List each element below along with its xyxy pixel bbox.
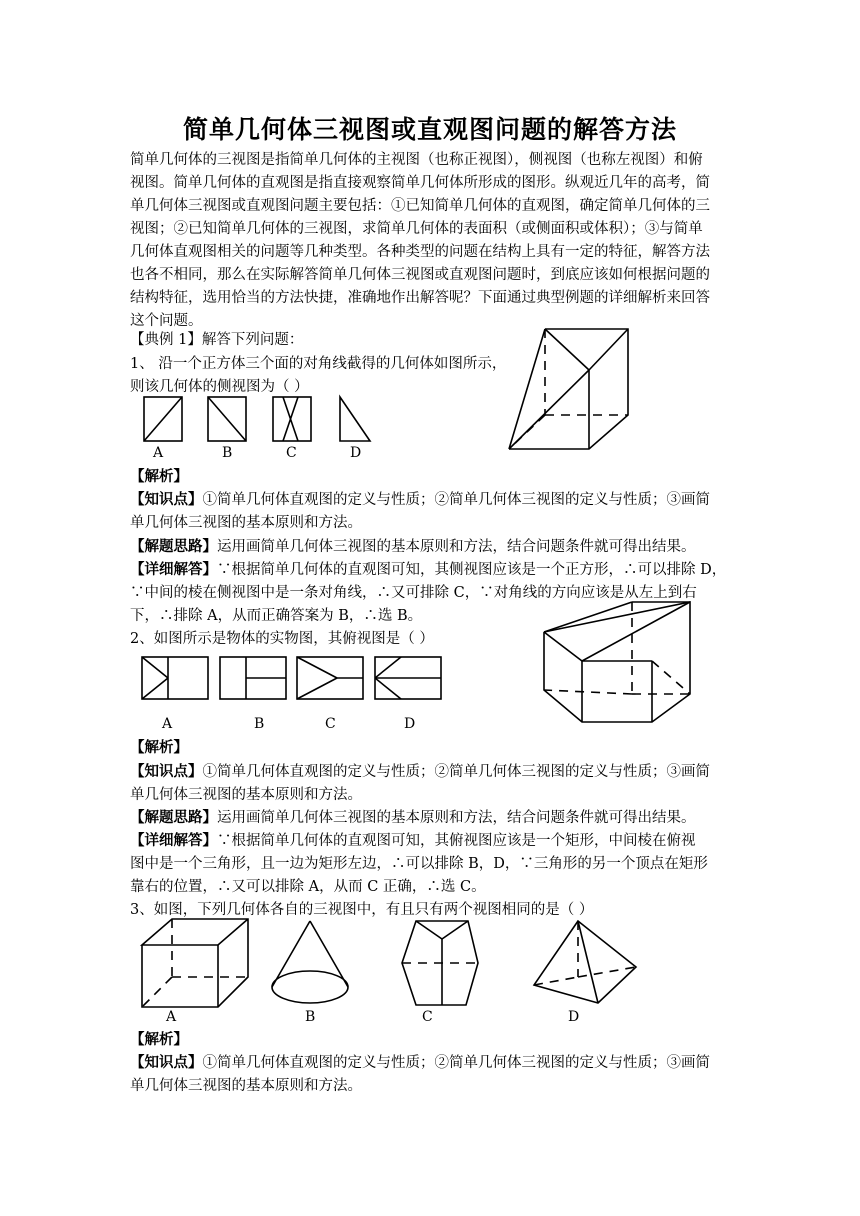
option-label: B <box>254 716 265 732</box>
analysis-heading: 【解析】 <box>130 1031 188 1048</box>
knowledge-line <box>130 490 710 510</box>
option-label: A <box>166 1009 177 1025</box>
analysis-heading: 【解析】 <box>130 468 188 485</box>
intro-line: 也各不相同，那么在实际解答简单几何体三视图或直观图问题时，到底应该如何根据问题的 <box>130 267 710 283</box>
knowledge-label: 【知识点】 <box>130 1054 203 1071</box>
option-label: D <box>350 445 362 461</box>
knowledge-text: 单几何体三视图的基本原则和方法。 <box>130 515 362 531</box>
option-label: B <box>222 445 233 461</box>
detail-label: 【详细解答】 <box>130 832 217 849</box>
idea-label: 【解题思路】 <box>130 538 217 555</box>
option-label: C <box>286 445 297 461</box>
intro-line: 视图。简单几何体的直观图是指直接观察简单几何体所形成的图形。纵观近几年的高考，简 <box>130 175 710 191</box>
detail-text: 下，∴排除 A，从而正确答案为 B，∴选 B。 <box>130 608 423 624</box>
detail-text: ∵根据简单几何体的直观图可知，其俯视图应该是一个矩形，中间棱在俯视 <box>217 833 696 849</box>
detail-text: 图中是一个三角形，且一边为矩形左边，∴可以排除 B，D，∵三角形的另一个顶点在矩形 <box>130 856 708 872</box>
idea-label: 【解题思路】 <box>130 809 217 826</box>
knowledge-text: ①简单几何体直观图的定义与性质；②简单几何体三视图的定义与性质；③画简 <box>202 492 710 508</box>
question-1-text: 则该几何体的侧视图为（ ） <box>130 379 309 395</box>
option-label: C <box>325 716 336 732</box>
knowledge-line <box>130 1053 710 1073</box>
intro-line: 简单几何体的三视图是指简单几何体的主视图（也称正视图），侧视图（也称左视图）和俯 <box>130 152 703 168</box>
intro-line: 几何体直观图相关的问题等几种类型。各种类型的问题在结构上具有一定的特征，解答方法 <box>130 244 710 260</box>
question-2-text: 2、如图所示是物体的实物图，其俯视图是（ ） <box>130 631 434 647</box>
idea-text: 运用画简单几何体三视图的基本原则和方法，结合问题条件就可得出结果。 <box>217 810 696 826</box>
q1-option-figures <box>140 395 380 445</box>
option-label: A <box>153 445 164 461</box>
option-label: C <box>422 1009 433 1025</box>
idea-text: 运用画简单几何体三视图的基本原则和方法，结合问题条件就可得出结果。 <box>217 539 696 555</box>
detail-text: 靠右的位置，∴又可以排除 A，从而 C 正确，∴选 C。 <box>130 879 486 895</box>
example-heading: 【典例 1】解答下列问题： <box>130 332 304 348</box>
intro-line: 这个问题。 <box>130 313 203 329</box>
page-title: 简单几何体三视图或直观图问题的解答方法 <box>182 115 677 144</box>
option-label: A <box>162 716 173 732</box>
q1-solid-figure <box>505 325 635 455</box>
analysis-heading: 【解析】 <box>130 739 188 756</box>
detail-text: ∵中间的棱在侧视图中是一条对角线，∴又可排除 C，∵对角线的方向应该是从左上到右 <box>130 585 697 601</box>
detail-label: 【详细解答】 <box>130 561 217 578</box>
q3-option-figures <box>138 915 648 1015</box>
intro-line: 视图；②已知简单几何体的三视图，求简单几何体的表面积（或侧面积或体积）；③与简单 <box>130 221 703 237</box>
detail-line <box>130 560 726 580</box>
intro-line: 结构特征，选用恰当的方法快捷，准确地作出解答呢？下面通过典型例题的详细解析来回答 <box>130 290 710 306</box>
knowledge-text: ①简单几何体直观图的定义与性质；②简单几何体三视图的定义与性质；③画简 <box>202 1055 710 1071</box>
knowledge-label: 【知识点】 <box>130 763 203 780</box>
idea-line <box>130 537 696 557</box>
question-1-text: 1、 沿一个正方体三个面的对角线截得的几何体如图所示， <box>130 356 507 372</box>
question-3-text: 3、如图，下列几何体各自的三视图中，有且只有两个视图相同的是（ ） <box>130 902 594 918</box>
knowledge-line <box>130 762 710 782</box>
intro-line: 单几何体三视图或直观图问题主要包括：①已知简单几何体的直观图，确定简单几何体的三 <box>130 198 710 214</box>
knowledge-text: 单几何体三视图的基本原则和方法。 <box>130 1078 362 1094</box>
option-label: D <box>404 716 416 732</box>
idea-line <box>130 808 696 828</box>
knowledge-label: 【知识点】 <box>130 491 203 508</box>
detail-text: ∵根据简单几何体的直观图可知，其侧视图应该是一个正方形，∴可以排除 D， <box>217 562 727 578</box>
q2-solid-figure <box>540 598 700 726</box>
knowledge-text: 单几何体三视图的基本原则和方法。 <box>130 787 362 803</box>
detail-line <box>130 831 696 851</box>
knowledge-text: ①简单几何体直观图的定义与性质；②简单几何体三视图的定义与性质；③画简 <box>202 764 710 780</box>
option-label: B <box>305 1009 316 1025</box>
q2-option-figures <box>140 655 450 701</box>
option-label: D <box>568 1009 580 1025</box>
